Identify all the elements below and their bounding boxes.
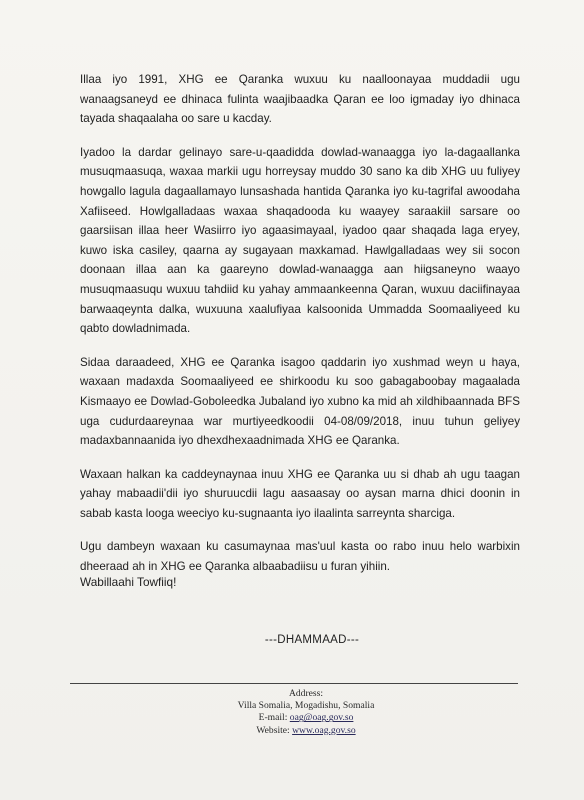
email-row <box>28 712 584 724</box>
paragraph-5: Ugu dambeyn waxaan ku casumaynaa mas'uul kasta oo rabo inuu helo warbixin dheeraad ah in XHG ee Qaranka albaabadiisu u furan yihiin. <box>80 540 520 574</box>
website-row <box>28 725 584 737</box>
website-label: Website: <box>256 724 293 736</box>
website-link[interactable]: www.oag.gov.so <box>292 724 356 736</box>
end-mark: ---DHAMMAAD--- <box>264 634 360 646</box>
paragraph-1: Illaa iyo 1991, XHG ee Qaranka wuxuu ku naalloonayaa muddadii ugu wanaagsaneyd ee dhinaca fulinta waajibaadka Qaran ee loo igmaday iyo dhinaca tayada shaqaalaha oo sare u kacday. <box>80 73 520 126</box>
footer <box>0 688 584 737</box>
address-label: Address: <box>288 688 324 699</box>
paragraph-2: Iyadoo la dardar gelinayo sare-u-qaadidda dowlad-wanaagga iyo la-dagaallanka musuqmaasuqa, waxaa markii ugu horreysay muddo 30 sano ka dib XHG uu fuliyey howgallo lagula dagaallamayo lunsashada hantida Qaranka iyo ku-tagrifal awoodaha Xafiiseed. Howlgalladaas waxaa shaqadooda ku waayey saraakiil sarsare oo gaarsiisan illaa heer Wasiirro iyo agaasimayaal, iyadoo qaar shaqada laga eryey, kuwo iska casiley, qaarna ay sugayaan maxkamad. Hawlgalladaas wey sii socon doonaan illaa aan ka gaareyno dowlad-wanaagga aan hiigsaneyno waayo musuqmaasuqu wuxuu tahdiid ku yahay ammaankeenna Qaran, wuxuu daciifinayaa barwaaqeynta dalka, wuxuuna xaalufiyaa kalsoonida Ummadda Soomaaliyeed ku qabto dowladnimada. <box>80 145 520 336</box>
closing-salutation: Wabillaahi Towfiiq! <box>80 575 177 589</box>
letter-body <box>80 70 520 591</box>
footer-divider <box>70 683 518 684</box>
email-link[interactable]: oag@oag.gov.so <box>289 712 354 724</box>
email-label: E-mail: <box>258 712 290 724</box>
paragraph-3: Sidaa daraadeed, XHG ee Qaranka isagoo qaddarin iyo xushmad weyn u haya, waxaan madaxda Soomaaliyeed ee shirkoodu ku soo gabagaboobay magaalada Kismaayo ee Dowlad-Goboleedka Jubaland iyo xubno ka mid ah xildhibaannada BFS uga cudurdaareynaa war murtiyeedkoodii 04-08/09/2018, inuu tuhun geliyey madaxbannaanida iyo dhexdhexaadnimada XHG ee Qaranka. <box>80 355 520 448</box>
paragraph-4: Waxaan halkan ka caddeynaynaa inuu XHG ee Qaranka uu si dhab ah ugu taagan yahay mabaadii'dii iyo shuruucdii lagu aasaasay oo aysan marna dhici doonin in sabab kasta looga weeciyo ku-sugnaanta iyo ilaalinta sarreynta sharciga. <box>80 467 520 520</box>
address-text: Villa Somalia, Mogadishu, Somalia <box>237 700 375 712</box>
